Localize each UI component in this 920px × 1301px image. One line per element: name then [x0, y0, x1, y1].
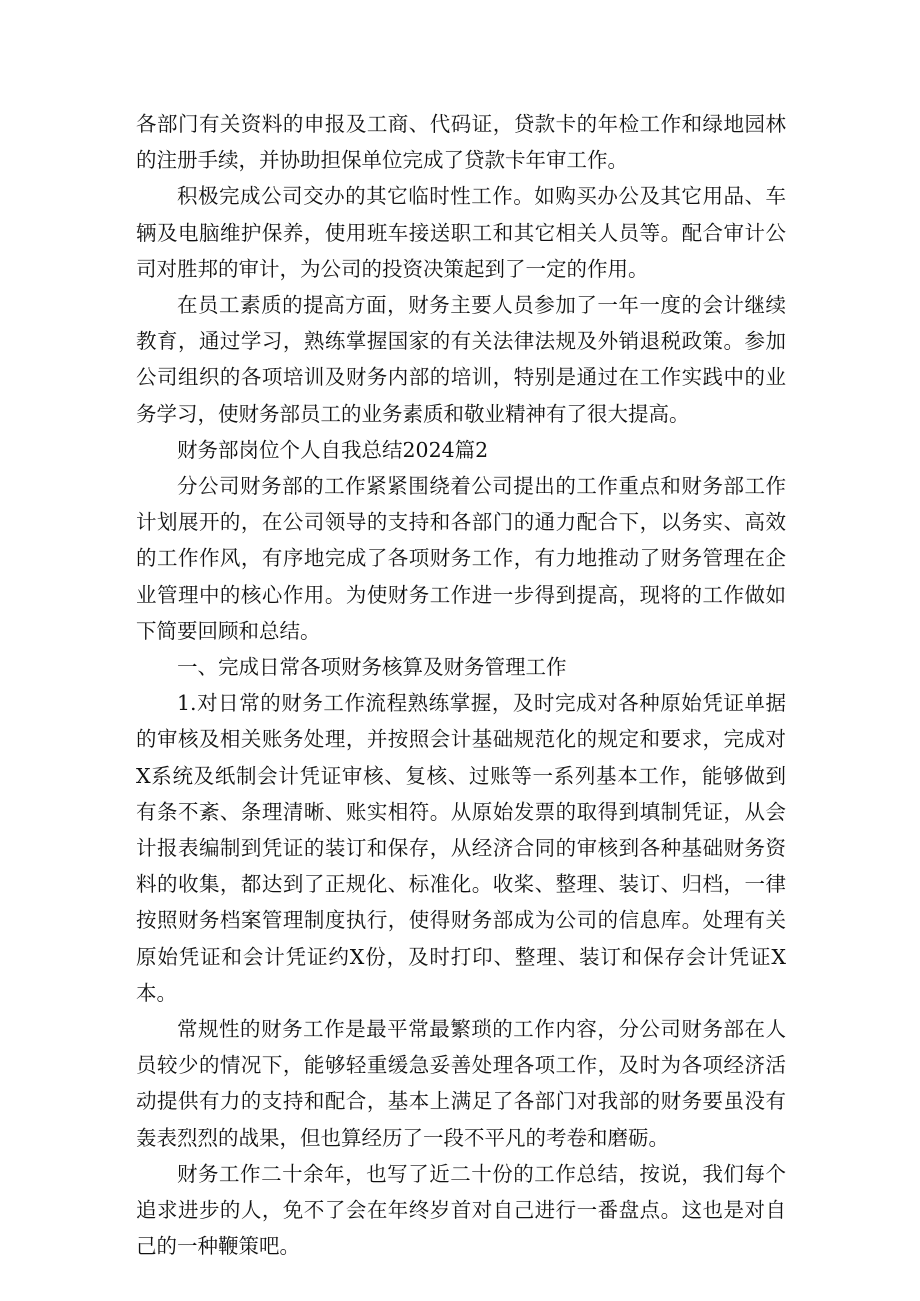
- paragraph-routine-work: 常规性的财务工作是最平常最繁琐的工作内容，分公司财务部在人员较少的情况下，能够轻重缓急妥善处理各项工作，及时为各项经济活动提供有力的支持和配合，基本上满足了各部门对我部的财务要虽没有轰表烈烈的战果，但也算经历了一段不平凡的考卷和磨砺。: [136, 1017, 786, 1150]
- document-page: [136, 106, 786, 1265]
- paragraph-continuation: 各部门有关资料的申报及工商、代码证，贷款卡的年检工作和绿地园林的注册手续，并协助担保单位完成了贷款卡年审工作。: [136, 112, 786, 173]
- subsection-heading: 一、完成日常各项财务核算及财务管理工作: [177, 655, 567, 680]
- paragraph-overview: 分公司财务部的工作紧紧围绕着公司提出的工作重点和财务部工作计划展开的，在公司领导的支持和各部门的通力配合下，以务实、高效的工作作风，有序地完成了各项财务工作，有力地推动了财务管理在企业管理中的核心作用。为使财务工作进一步得到提高，现将的工作做如下简要回顾和总结。: [136, 474, 786, 643]
- paragraph-closing: 财务工作二十余年，也写了近二十份的工作总结，按说，我们每个追求进步的人，免不了会在年终岁首对自己进行一番盘点。这也是对自己的一种鞭策吧。: [136, 1161, 786, 1259]
- section-title: 财务部岗位个人自我总结2024篇2: [177, 437, 489, 462]
- paragraph-temporary-work: 积极完成公司交办的其它临时性工作。如购买办公及其它用品、车辆及电脑维护保养，使用班车接送职工和其它相关人员等。配合审计公司对胜邦的审计，为公司的投资决策起到了一定的作用。: [136, 184, 786, 281]
- paragraph-staff-quality: 在员工素质的提高方面，财务主要人员参加了一年一度的会计继续教育，通过学习，熟练掌握国家的有关法律法规及外销退税政策。参加公司组织的各项培训及财务内部的培训，特别是通过在工作实践中的业务学习，使财务部员工的业务素质和敬业精神有了很大提高。: [136, 293, 786, 426]
- paragraph-daily-work: 1.对日常的财务工作流程熟练掌握，及时完成对各种原始凭证单据的审核及相关账务处理，并按照会计基础规范化的规定和要求，完成对X系统及纸制会计凭证审核、复核、过账等一系列基本工作，能够做到有条不紊、条理清晰、账实相符。从原始发票的取得到填制凭证，从会计报表编制到凭证的装订和保存，从经济合同的审核到各种基础财务资料的收集，都达到了正规化、标准化。收桨、整理、装订、归档，一律按照财务档案管理制度执行，使得财务部成为公司的信息库。处理有关原始凭证和会计凭证约X份，及时打印、整理、装订和保存会计凭证X本。: [136, 691, 786, 1005]
